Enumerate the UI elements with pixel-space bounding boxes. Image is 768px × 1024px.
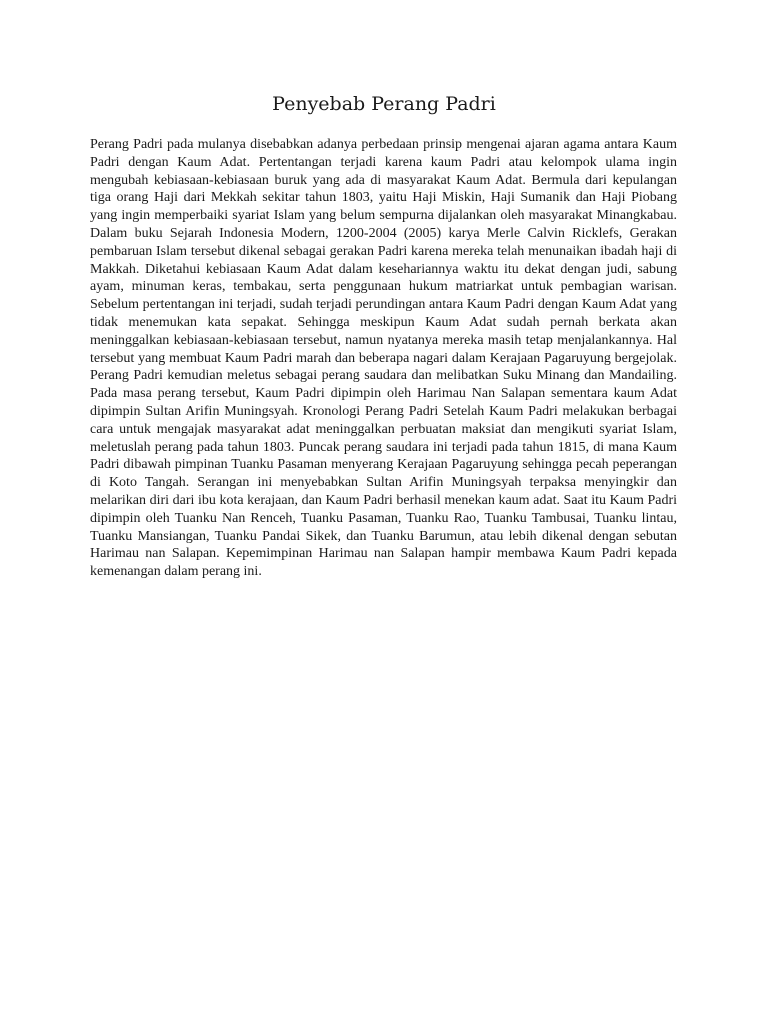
body-paragraph: Perang Padri pada mulanya disebabkan adanya perbedaan prinsip mengenai ajaran agama antara Kaum Padri dengan Kaum Adat. Pertentangan terjadi karena kaum Padri atau kelompok ulama ingin mengubah kebiasaan-kebiasaan buruk yang ada di masyarakat Kaum Adat. Bermula dari kepulangan tiga orang Haji dari Mekkah sekitar tahun 1803, yaitu Haji Miskin, Haji Sumanik dan Haji Piobang yang ingin memperbaiki syariat Islam yang belum sempurna dijalankan oleh masyarakat Minangkabau. Dalam buku Sejarah Indonesia Modern, 1200-2004 (2005) karya Merle Calvin Ricklefs, Gerakan pembaruan Islam tersebut dikenal sebagai gerakan Padri karena mereka telah menunaikan ibadah haji di Makkah. Diketahui kebiasaan Kaum Adat dalam kesehariannya waktu itu dekat dengan judi, sabung ayam, minuman keras, tembakau, serta penggunaan hukum matriarkat untuk pembagian warisan. Sebelum pertentangan ini terjadi, sudah terjadi perundingan antara Kaum Padri dengan Kaum Adat yang tidak menemukan kata sepakat. Sehingga meskipun Kaum Adat sudah pernah berkata akan meninggalkan kebiasaan-kebiasaan tersebut, namun nyatanya mereka masih tetap menjalankannya. Hal tersebut yang membuat Kaum Padri marah dan beberapa nagari dalam Kerajaan Pagaruyung bergejolak. Perang Padri kemudian meletus sebagai perang saudara dan melibatkan Suku Minang dan Mandailing. Pada masa perang tersebut, Kaum Padri dipimpin oleh Harimau Nan Salapan sementara kaum Adat dipimpin Sultan Arifin Muningsyah. Kronologi Perang Padri Setelah Kaum Padri melakukan berbagai cara untuk mengajak masyarakat adat meninggalkan perbuatan maksiat dan mengikuti syariat Islam, meletuslah perang pada tahun 1803. Puncak perang saudara ini terjadi pada tahun 1815, di mana Kaum Padri dibawah pimpinan Tuanku Pasaman menyerang Kerajaan Pagaruyung sehingga pecah peperangan di Koto Tangah. Serangan ini menyebabkan Sultan Arifin Muningsyah terpaksa menyingkir dan melarikan diri dari ibu kota kerajaan, dan Kaum Padri berhasil menekan kaum adat. Saat itu Kaum Padri dipimpin oleh Tuanku Nan Renceh, Tuanku Pasaman, Tuanku Rao, Tuanku Tambusai, Tuanku lintau, Tuanku Mansiangan, Tuanku Pandai Sikek, dan Tuanku Barumun, atau lebih dikenal dengan sebutan Harimau nan Salapan. Kepemimpinan Harimau nan Salapan hampir membawa Kaum Padri kepada kemenangan dalam perang ini. [90,137,677,580]
page-title: Penyebab Perang Padri [272,93,496,115]
